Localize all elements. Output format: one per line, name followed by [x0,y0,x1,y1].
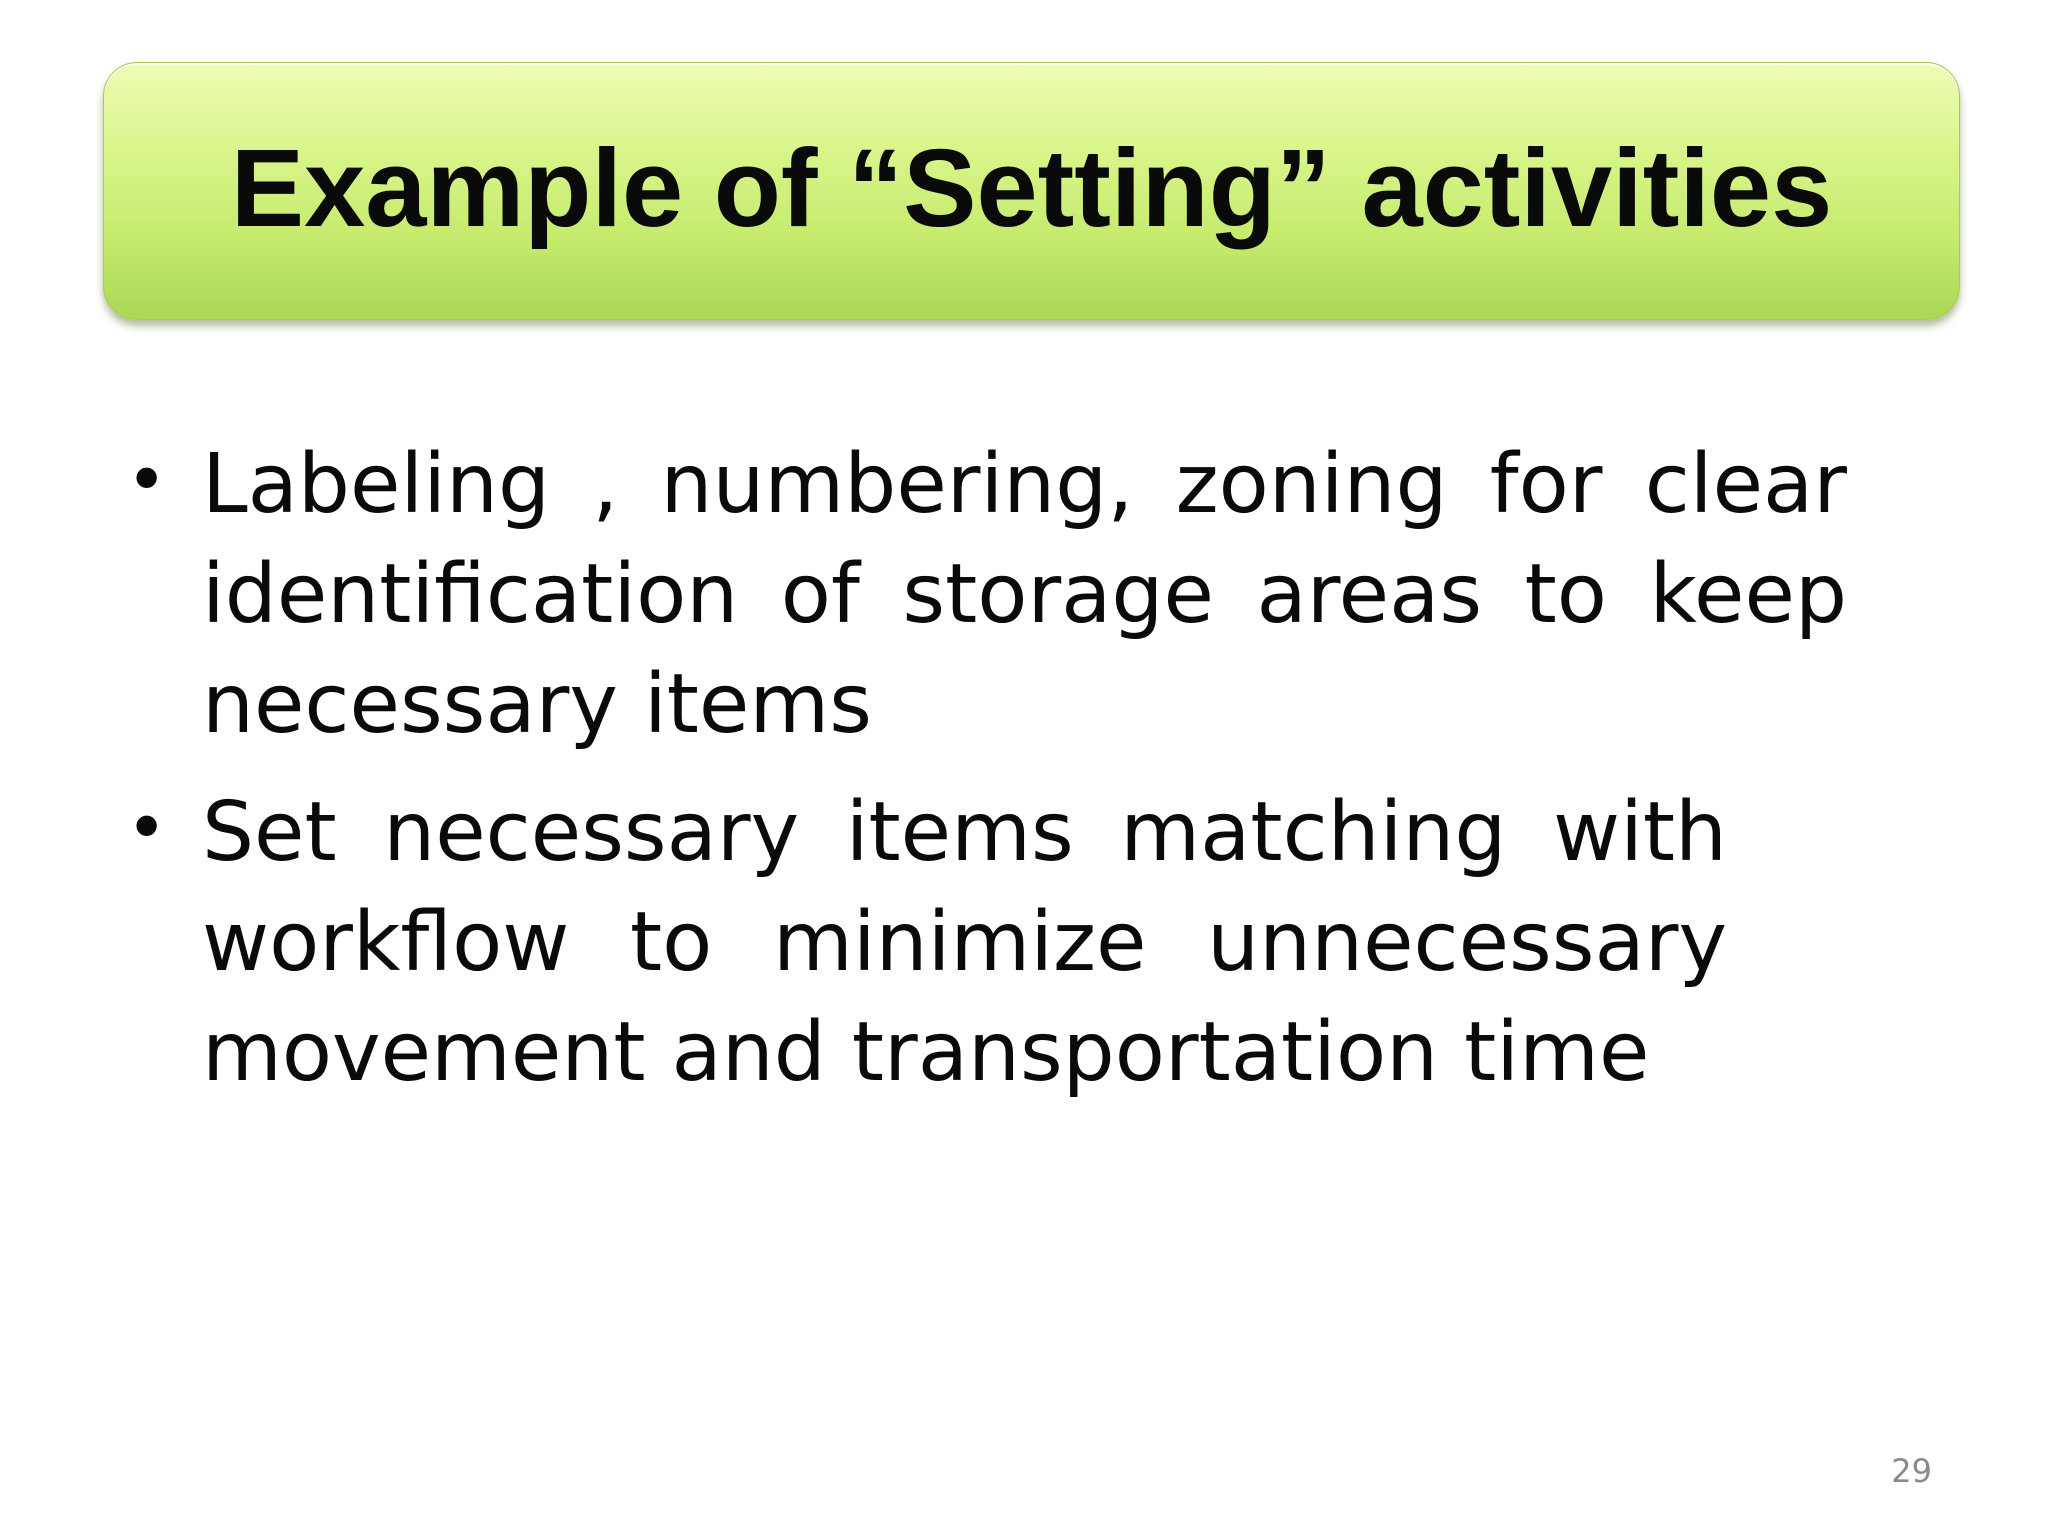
page-number: 29 [1891,1452,1932,1490]
title-banner [103,62,1960,320]
bullet-list [120,430,1847,1126]
bullet-icon: • [126,787,168,869]
slide-title: Example of “Setting” activities [230,126,1833,250]
bullet-item [120,430,1847,760]
bullet-icon: • [126,439,168,521]
bullet-text: Labeling , numbering, zoning for clear identification of storage areas to keep necessary items [202,437,1847,752]
bullet-text: Set necessary items matching with workflow to minimize unnecessary movement and transportation time [202,785,1727,1100]
bullet-item [120,778,1727,1108]
